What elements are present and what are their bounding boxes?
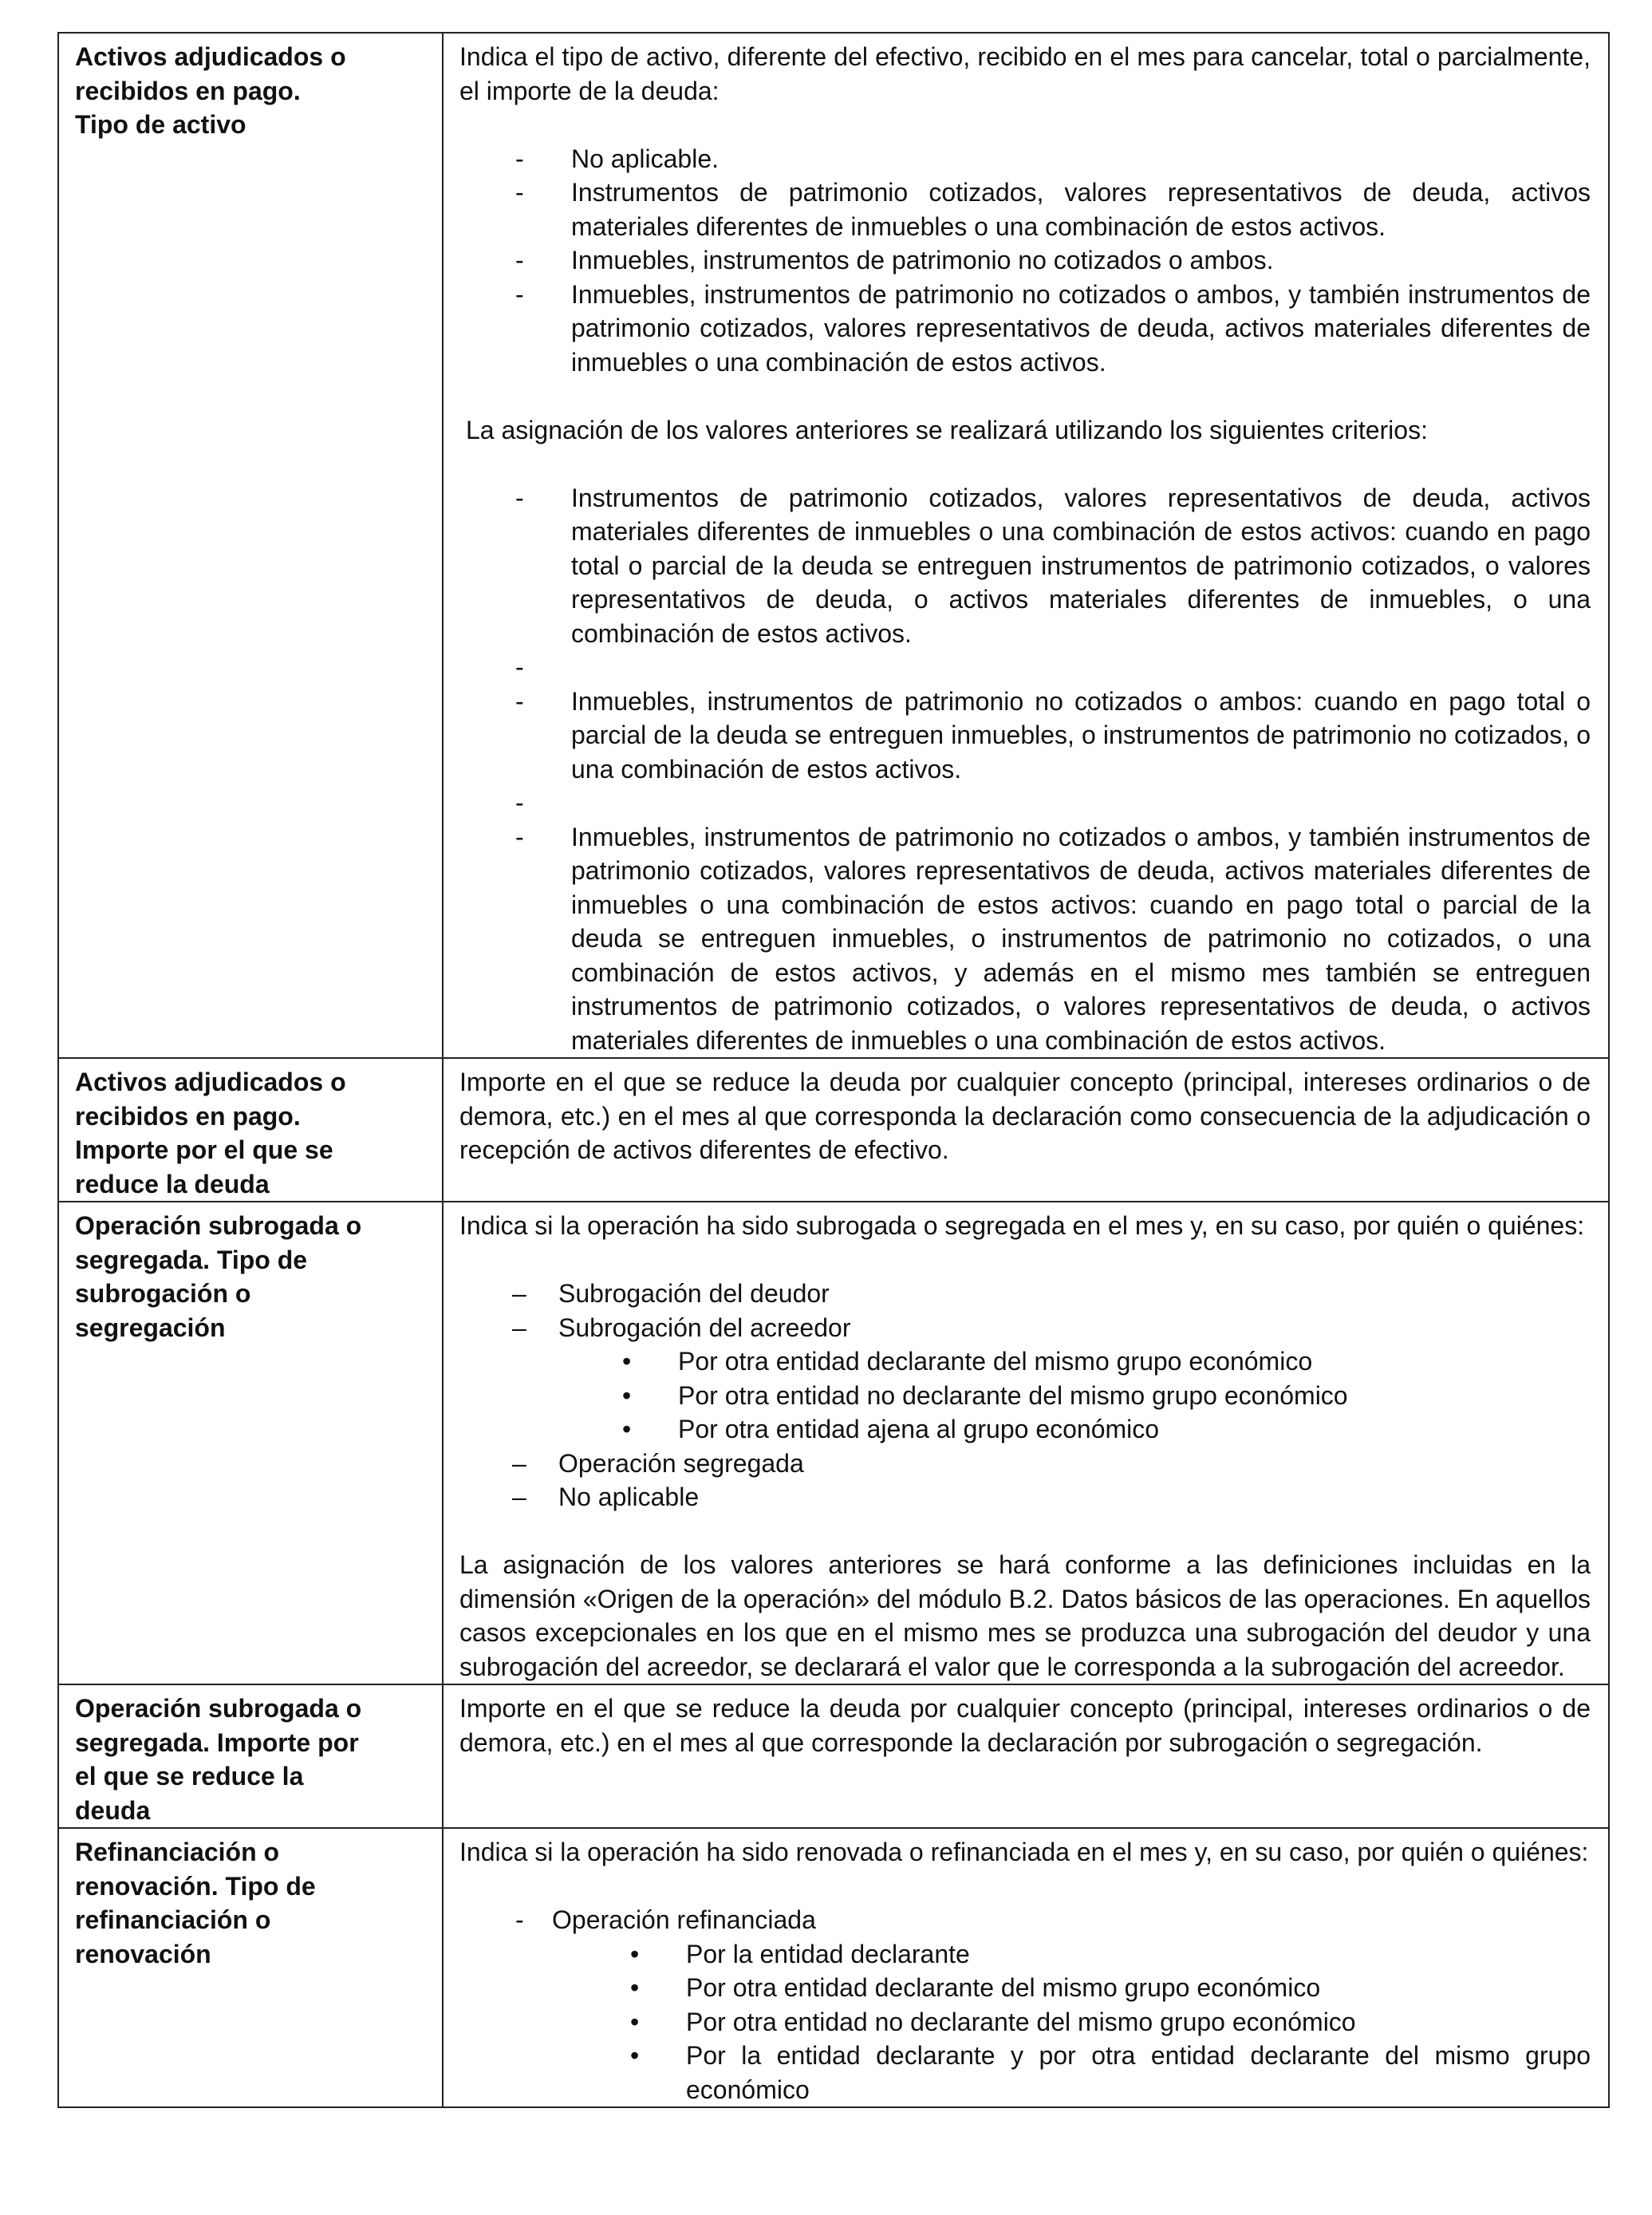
table-row — [58, 1202, 1609, 1684]
row-description — [443, 1828, 1609, 2107]
row-label — [58, 1058, 443, 1202]
list-item — [459, 1311, 1591, 1345]
list-spacer — [459, 786, 1591, 820]
list-item: - Inmuebles, instrumentos de patrimonio no cotizados o ambos. — [459, 243, 1591, 278]
table-row — [58, 1684, 1609, 1828]
list-item: – Subrogación del deudor — [459, 1277, 1591, 1311]
list-item: - Inmuebles, instrumentos de patrimonio no cotizados o ambos, y también instrumentos de patrimonio cotizados, valores representativos de deuda, activos materiales diferentes de inmuebles o una combinación de estos activos. — [459, 278, 1591, 380]
list-item: – No aplicable — [459, 1480, 1591, 1514]
row-description — [443, 33, 1609, 1058]
table-row — [58, 1828, 1609, 2107]
row-description — [443, 1202, 1609, 1684]
dash-list — [459, 142, 1591, 380]
row-label-text: Activos adjudicados o recibidos en pago. Importe por el que se reduce la deuda — [75, 1068, 346, 1198]
bullet-item: • Por la entidad declarante y por otra entidad declarante del mismo grupo económico — [459, 2039, 1591, 2106]
bullet-item: • Por otra entidad ajena al grupo económico — [459, 1412, 1591, 1447]
bullet-item: • Por otra entidad declarante del mismo grupo económico — [459, 1344, 1591, 1379]
list-item: - No aplicable. — [459, 142, 1591, 176]
dash-list — [459, 1447, 1591, 1514]
table-row — [58, 33, 1609, 1058]
definitions-table — [57, 32, 1610, 2108]
bullet-list — [459, 1937, 1591, 2107]
row-label — [58, 1828, 443, 2107]
row-description — [443, 1684, 1609, 1828]
list-item: - Instrumentos de patrimonio cotizados, valores representativos de deuda, activos materiales diferentes de inmuebles o una combinación de estos activos: cuando en pago total o parcial de la deuda se entreguen instrumentos de patrimonio cotizados, o valores representativos de deuda, o activos materiales diferentes de inmuebles, o una combinación de estos activos. — [459, 481, 1591, 651]
description-text: Importe en el que se reduce la deuda por cualquier concepto (principal, intereses ordinarios o de demora, etc.) en el mes al que corresponda la declaración como consecuencia de la adjudicación o recepción de activos diferentes de efectivo. — [459, 1068, 1591, 1164]
bullet-item: • Por otra entidad declarante del mismo grupo económico — [459, 1971, 1591, 2005]
row-description — [443, 1058, 1609, 1202]
criteria-list — [459, 481, 1591, 1058]
bullet-item: • Por la entidad declarante — [459, 1937, 1591, 1972]
list-item: - Inmuebles, instrumentos de patrimonio no cotizados o ambos: cuando en pago total o parcial de la deuda se entreguen inmuebles, o instrumentos de patrimonio no cotizados, o una combinación de estos activos. — [459, 685, 1591, 787]
list-item: - Operación refinanciada — [459, 1903, 1591, 1937]
dash-list — [459, 1903, 1591, 1937]
list-spacer — [459, 650, 1591, 685]
list-item-text: Subrogación del acreedor — [558, 1313, 851, 1342]
list-item: - Inmuebles, instrumentos de patrimonio no cotizados o ambos, y también instrumentos de patrimonio cotizados, valores representativos de deuda, activos materiales diferentes de inmuebles o una combinación de estos activos: cuando en pago total o parcial de la deuda se entreguen inmuebles, o instrumentos de patrimonio no cotizados, o una combinación de estos activos, y además en el mismo mes también se entreguen instrumentos de patrimonio cotizados, o valores representativos de deuda, o activos materiales diferentes de inmuebles o una combinación de estos activos. — [459, 820, 1591, 1058]
bullet-item: • Por otra entidad no declarante del mismo grupo económico — [459, 1379, 1591, 1413]
dash-list — [459, 1277, 1591, 1344]
row-label — [58, 33, 443, 1058]
table-row — [58, 1058, 1609, 1202]
bullet-item: • Por otra entidad no declarante del mismo grupo económico — [459, 2005, 1591, 2039]
description-note: La asignación de los valores anteriores se hará conforme a las definiciones incluidas en la dimensión «Origen de la operación» del módulo B.2. Datos básicos de las operaciones. En aquellos casos excepcionales en los que en el mismo mes se produzca una subrogación del deudor y una subrogación del acreedor, se declarará el valor que le corresponda a la subrogación del acreedor. — [459, 1550, 1591, 1681]
row-label-text: Operación subrogada o segregada. Importe por el que se reduce la deuda — [75, 1694, 362, 1825]
criteria-intro: La asignación de los valores anteriores se realizará utilizando los siguientes criterios: — [466, 415, 1428, 444]
description-text: Importe en el que se reduce la deuda por cualquier concepto (principal, intereses ordinarios o de demora, etc.) en el mes al que corresponde la declaración por subrogación o segregación. — [459, 1694, 1591, 1757]
row-label-text: Operación subrogada o segregada. Tipo de subrogación o segregación — [75, 1211, 362, 1342]
list-item: - Instrumentos de patrimonio cotizados, valores representativos de deuda, activos materiales diferentes de inmuebles o una combinación de estos activos. — [459, 176, 1591, 243]
row-label-text: Activos adjudicados o recibidos en pago. Tipo de activo — [75, 42, 346, 139]
description-intro: Indica si la operación ha sido subrogada o segregada en el mes y, en su caso, por quién o quiénes: — [459, 1211, 1585, 1240]
list-item: – Operación segregada — [459, 1447, 1591, 1481]
bullet-list — [459, 1344, 1591, 1447]
row-label — [58, 1684, 443, 1828]
description-intro: Indica si la operación ha sido renovada o refinanciada en el mes y, en su caso, por quién o quiénes: — [459, 1838, 1589, 1866]
description-intro: Indica el tipo de activo, diferente del efectivo, recibido en el mes para cancelar, total o parcialmente, el importe de la deuda: — [459, 42, 1591, 105]
row-label — [58, 1202, 443, 1684]
row-label-text: Refinanciación o renovación. Tipo de refinanciación o renovación — [75, 1838, 316, 1968]
